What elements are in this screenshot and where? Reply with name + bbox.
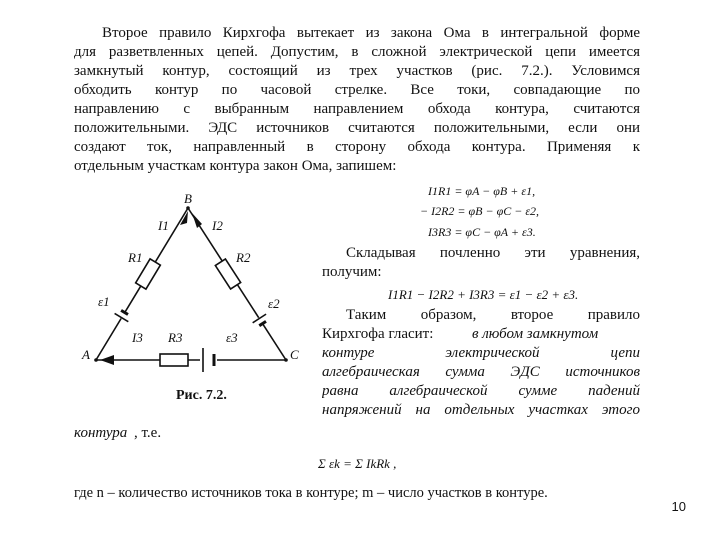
figure-caption: Рис. 7.2. — [176, 388, 227, 403]
conclusion-line: алгебраическая сумма ЭДС источников — [322, 364, 640, 380]
intro-line: отдельным участкам контура закон Ома, запишем: — [74, 158, 397, 174]
summing-line: получим: — [322, 264, 382, 280]
current-i2-label: I2 — [212, 218, 223, 233]
arrow-i3 — [100, 355, 114, 365]
node-c-label: C — [290, 347, 299, 362]
sum-equation: I1R1 − I2R2 + I3R3 = ε1 − ε2 + ε3. — [388, 287, 579, 302]
conclusion-line: , т.е. — [134, 425, 162, 441]
intro-line: положительными. ЭДС источников считаются положительными, если они — [74, 120, 640, 136]
node-c-dot — [284, 358, 288, 362]
intro-line: Второе правило Кирхгофа вытекает из закона Ома в интегральной форме — [102, 25, 640, 41]
conclusion-line: равна алгебраической сумме падений — [322, 383, 640, 399]
current-i3-label: I3 — [132, 330, 143, 345]
general-equation: Σ εk = Σ IkRk , — [318, 456, 397, 471]
arrow-i2 — [192, 213, 202, 228]
source-e3-label: ε3 — [226, 330, 238, 345]
ohm-equation-2: − I2R2 = φB − φC − ε2, — [420, 204, 540, 218]
summing-line: Складывая почленно эти уравнения, — [346, 245, 640, 261]
node-a-label: A — [82, 347, 90, 362]
circuit-diagram — [76, 188, 312, 382]
conclusion-line: Таким образом, второе правило — [346, 307, 640, 323]
source-e2-label: ε2 — [268, 296, 280, 311]
source-e1-label: ε1 — [98, 294, 110, 309]
conclusion-line: контуре электрической цепи — [322, 345, 640, 361]
current-i1-label: I1 — [158, 218, 169, 233]
source-e3 — [203, 348, 214, 372]
conclusion-line: напряжений на отдельных участках этого — [322, 402, 640, 418]
ohm-equation-3: I3R3 = φC − φA + ε3. — [428, 225, 536, 239]
conclusion-line: Кирхгофа гласит: — [322, 326, 434, 342]
node-a-dot — [94, 358, 98, 362]
intro-line: обходить контур по часовой стрелке. Все токи, совпадающие по — [74, 82, 640, 98]
source-e2 — [251, 313, 270, 330]
resistor-r3 — [160, 354, 188, 366]
node-b-dot — [186, 206, 190, 210]
conclusion-line: в любом замкнутом — [472, 326, 599, 342]
ohm-equation-1: I1R1 = φA − φB + ε1, — [428, 184, 536, 198]
page-number: 10 — [671, 499, 686, 514]
node-b-label: B — [184, 191, 192, 206]
resistor-r3-label: R3 — [168, 330, 183, 345]
intro-paragraph — [74, 24, 640, 176]
intro-line: создают ток, направленный в сторону обхода контура. Применяя к — [74, 139, 640, 155]
intro-line: для разветвленных цепей. Допустим, в сложной электрической цепи имеется — [74, 44, 640, 60]
resistor-r2-label: R2 — [236, 250, 251, 265]
conclusion-line: контура — [74, 425, 128, 441]
intro-line: замкнутый контур, состоящий из трех участков (рис. 7.2.). Условимся — [74, 63, 640, 79]
resistor-r1-label: R1 — [128, 250, 143, 265]
intro-line: направлению с выбранным направлением обхода контура, считаются — [74, 101, 640, 117]
footer-text: где n – количество источников тока в контуре; m – число участков в контуре. — [74, 485, 548, 501]
source-e1 — [113, 307, 133, 323]
